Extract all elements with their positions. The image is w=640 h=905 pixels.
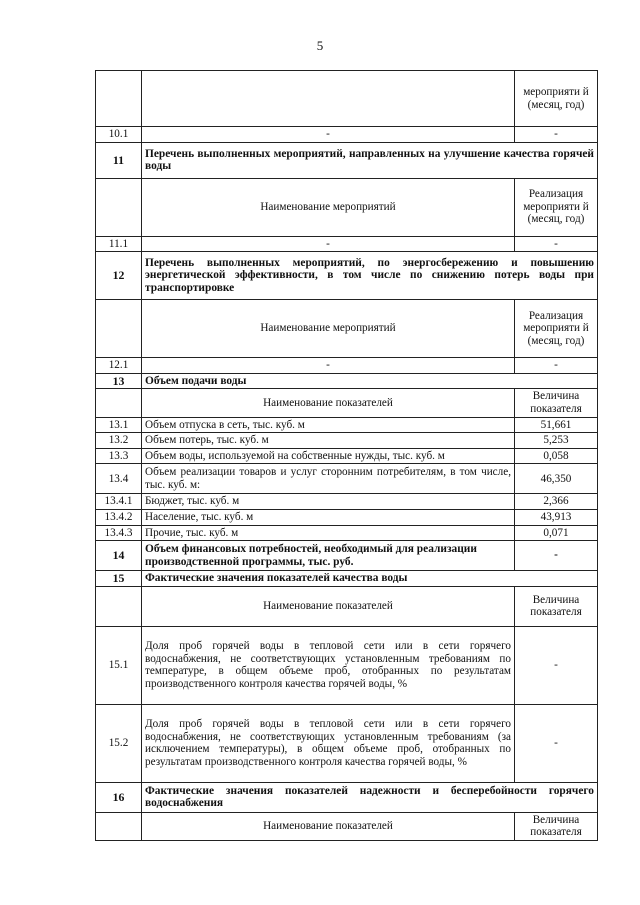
row-number: 13.4.1: [96, 494, 142, 510]
table-row: [96, 464, 598, 494]
table-row: [96, 525, 598, 541]
section-number: 11: [96, 142, 142, 178]
row-number: 13.3: [96, 448, 142, 464]
row-name: Бюджет, тыс. куб. м: [142, 494, 515, 510]
column-header-name: Наименование показателей: [142, 586, 515, 626]
row-value: 0,071: [515, 525, 598, 541]
row-value: -: [515, 358, 598, 374]
row-value: 46,350: [515, 464, 598, 494]
row-number: [96, 389, 142, 417]
row-name: Объем воды, используемой на собственные нужды, тыс. куб. м: [142, 448, 515, 464]
table-row: [96, 358, 598, 374]
row-number: 11.1: [96, 236, 142, 252]
row-number: [96, 178, 142, 236]
section-title: Фактические значения показателей надежности и бесперебойности горячего водоснабжения: [142, 782, 598, 812]
table-row: [96, 704, 598, 782]
column-header-value: Величина показателя: [515, 812, 598, 840]
section-row: [96, 142, 598, 178]
row-name: -: [142, 358, 515, 374]
column-header-value: Величина показателя: [515, 586, 598, 626]
column-header-name: Наименование мероприятий: [142, 178, 515, 236]
table-row: [96, 494, 598, 510]
row-name: Прочие, тыс. куб. м: [142, 525, 515, 541]
section-number: 13: [96, 373, 142, 389]
column-header-value: Величина показателя: [515, 389, 598, 417]
row-number: 13.4: [96, 464, 142, 494]
row-number: [96, 71, 142, 127]
row-name: Объем потерь, тыс. куб. м: [142, 433, 515, 449]
section-number: 16: [96, 782, 142, 812]
table-row: [96, 509, 598, 525]
row-name: Доля проб горячей воды в тепловой сети или в сети горячего водоснабжения, не соответствующих установленным требованиям по температуре, в общем объеме проб, отобранных по результатам производственного контроля качества горячей воды, %: [142, 626, 515, 704]
header-row: [96, 300, 598, 358]
table-row: [96, 433, 598, 449]
row-number: [96, 812, 142, 840]
section-row: [96, 541, 598, 571]
section-title: Перечень выполненных мероприятий, направленных на улучшение качества горячей воды: [142, 142, 598, 178]
header-row: [96, 586, 598, 626]
column-header-name: Наименование показателей: [142, 389, 515, 417]
row-value: 2,366: [515, 494, 598, 510]
row-number: 13.4.3: [96, 525, 142, 541]
row-number: [96, 300, 142, 358]
table-row: [96, 626, 598, 704]
row-value: -: [515, 127, 598, 143]
section-row: [96, 571, 598, 587]
row-value: 5,253: [515, 433, 598, 449]
row-name: Население, тыс. куб. м: [142, 509, 515, 525]
section-number: 14: [96, 541, 142, 571]
row-value: -: [515, 236, 598, 252]
table-row: [96, 448, 598, 464]
section-row: [96, 782, 598, 812]
section-row: [96, 252, 598, 300]
row-name: Объем отпуска в сеть, тыс. куб. м: [142, 417, 515, 433]
section-number: 15: [96, 571, 142, 587]
row-name: Объем реализации товаров и услуг сторонним потребителям, в том числе, тыс. куб. м:: [142, 464, 515, 494]
row-number: 13.2: [96, 433, 142, 449]
section-title: Перечень выполненных мероприятий, по энергосбережению и повышению энергетической эффективности, в том числе по снижению потерь воды при транспортировке: [142, 252, 598, 300]
page-number: 5: [316, 38, 324, 53]
table-row: [96, 71, 598, 127]
table-row: [96, 127, 598, 143]
section-title: Объем подачи воды: [142, 373, 598, 389]
row-number: 10.1: [96, 127, 142, 143]
row-value: 43,913: [515, 509, 598, 525]
column-header-value: Реализация мероприяти й (месяц, год): [515, 178, 598, 236]
row-name: -: [142, 236, 515, 252]
row-name: [142, 71, 515, 127]
row-value: 51,661: [515, 417, 598, 433]
row-value: мероприяти й (месяц, год): [515, 71, 598, 127]
row-number: [96, 586, 142, 626]
section-title: Фактические значения показателей качества воды: [142, 571, 598, 587]
row-number: 15.1: [96, 626, 142, 704]
row-number: 13.4.2: [96, 509, 142, 525]
row-number: 13.1: [96, 417, 142, 433]
row-number: 15.2: [96, 704, 142, 782]
table-row: [96, 236, 598, 252]
report-table: [95, 70, 598, 841]
section-number: 12: [96, 252, 142, 300]
section-row: [96, 373, 598, 389]
header-row: [96, 389, 598, 417]
row-value: -: [515, 541, 598, 571]
section-title: Объем финансовых потребностей, необходимый для реализации производственной программы, тыс. руб.: [142, 541, 515, 571]
row-value: -: [515, 704, 598, 782]
column-header-value: Реализация мероприяти й (месяц, год): [515, 300, 598, 358]
column-header-name: Наименование показателей: [142, 812, 515, 840]
column-header-name: Наименование мероприятий: [142, 300, 515, 358]
row-number: 12.1: [96, 358, 142, 374]
header-row: [96, 178, 598, 236]
row-value: 0,058: [515, 448, 598, 464]
row-name: -: [142, 127, 515, 143]
row-value: -: [515, 626, 598, 704]
table-row: [96, 417, 598, 433]
row-name: Доля проб горячей воды в тепловой сети или в сети горячего водоснабжения, не соответствующих установленным требованиям (за исключением температуры), в общем объеме проб, отобранных по результатам производственного контроля качества горячей воды, %: [142, 704, 515, 782]
header-row: [96, 812, 598, 840]
